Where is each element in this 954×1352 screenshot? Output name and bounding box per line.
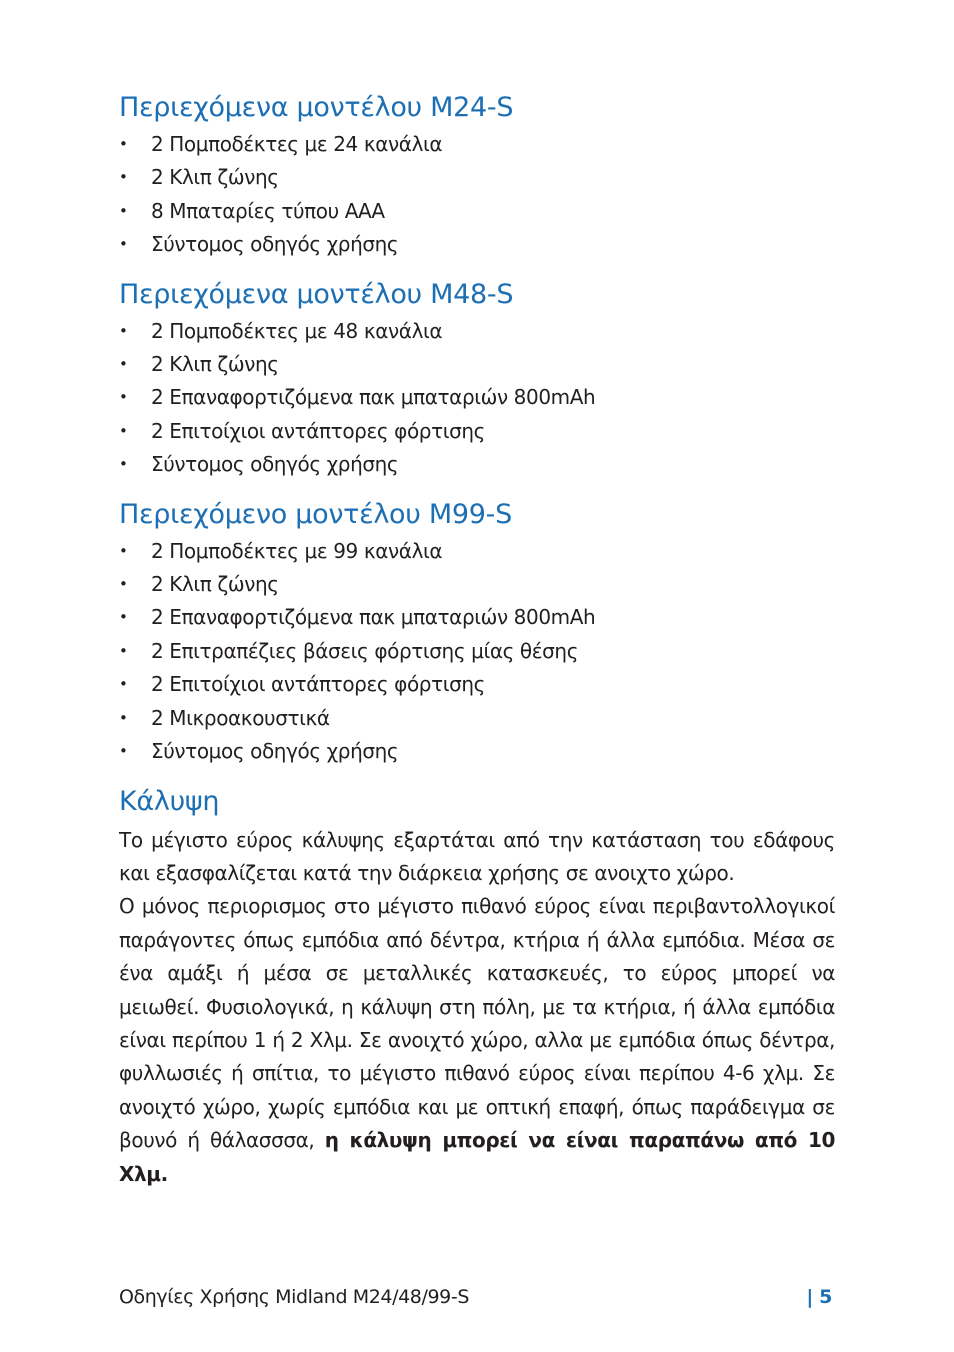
list-item: • 2 Κλιπ ζώνης (119, 348, 835, 381)
document-page (119, 88, 835, 1191)
page-number: | 5 (806, 1286, 832, 1308)
coverage-highlight: η κάλυψη μπορεί να είναι παραπάνω από 10 Χλμ. (119, 1128, 835, 1186)
list-item: • 2 Επιτοίχιοι αντάπτορες φόρτισης (119, 415, 835, 448)
coverage-body (119, 824, 835, 1191)
page-footer (119, 1283, 832, 1311)
section-title-m24: Περιεχόμενα μοντέλου M24-S (119, 92, 514, 123)
list-item: • Σύντομος οδηγός χρήσης (119, 735, 835, 768)
section-title-m48: Περιεχόμενα μοντέλου M48-S (119, 278, 514, 310)
coverage-paragraph-2 (119, 890, 835, 1191)
footer-manual-title: Οδηγίες Χρήσης Midland M24/48/99-S (119, 1286, 469, 1308)
list-item: • Σύντομος οδηγός χρήσης (119, 228, 835, 261)
list-item: • 2 Πομποδέκτες με 99 κανάλια (119, 535, 835, 568)
list-item: • 2 Επιτραπέζιες βάσεις φόρτισης μίας θέσης (119, 635, 835, 668)
list-item: • 2 Μικροακουστικά (119, 702, 835, 735)
list-item: • 2 Επιτοίχιοι αντάπτορες φόρτισης (119, 668, 835, 701)
list-item: • 2 Πομποδέκτες με 48 κανάλια (119, 315, 835, 348)
section-title-coverage: Κάλυψη (119, 785, 220, 817)
list-item: • 2 Κλιπ ζώνης (119, 161, 835, 194)
coverage-paragraph-1: Το μέγιστο εύρος κάλυψης εξαρτάται από την κατάσταση του εδάφους και εξασφαλίζεται κατά την διάρκεια χρήσης σε ανοιχτο χώρο. (119, 827, 835, 885)
list-item: • Σύντομος οδηγός χρήσης (119, 448, 835, 481)
contents-list-m48 (119, 315, 835, 482)
list-item: • 8 Μπαταρίες τύπου ΑΑΑ (119, 195, 835, 228)
contents-list-m24 (119, 128, 835, 262)
section-title-m99: Περιεχόμενο μοντέλου M99-S (119, 498, 512, 530)
list-item: • 2 Επαναφορτιζόμενα πακ μπαταριών 800mAh (119, 381, 835, 414)
coverage-paragraph-2-text: Ο μόνος περιορισμος στο μέγιστο πιθανό εύρος είναι περιβαντολλογικοί παράγοντες όπως εμπόδια από δέντρα, κτήρια ή άλλα εμπόδια. Μέσα σε ένα αμάξι ή μέσα σε μεταλλικές κατασκευές, το εύρος μπορεί να μειωθεί. Φυσιολογικά, η κάλυψη στη πόλη, με τα κτήρια, ή άλλα εμπόδια είναι περίπου 1 ή 2 Χλμ. Σε ανοιχτό χώρο, αλλα με εμπόδια όπως δέντρα, φυλλωσιές ή σπίτια, το μέγιστο πιθανό εύρος είναι περίπου 4-6 χλμ. Σε ανοιχτό χώρο, χωρίς εμπόδια και με οπτική επαφή, όπως παράδειγμα σε βουνό ή θάλασσσα, (119, 894, 835, 1153)
list-item: • 2 Πομποδέκτες με 24 κανάλια (119, 128, 835, 161)
contents-list-m99 (119, 535, 835, 769)
list-item: • 2 Κλιπ ζώνης (119, 568, 835, 601)
list-item: • 2 Επαναφορτιζόμενα πακ μπαταριών 800mAh (119, 601, 835, 634)
